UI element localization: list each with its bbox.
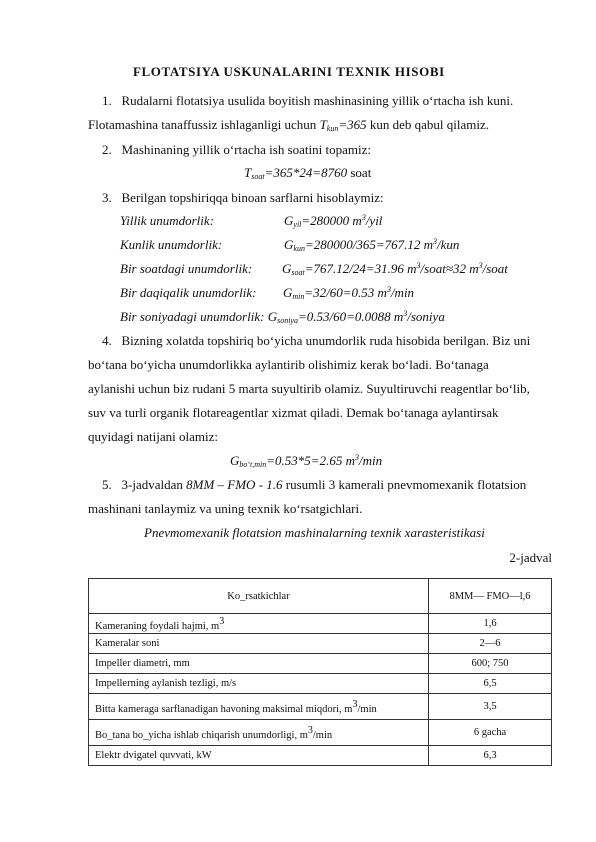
item-number: 1.: [102, 93, 112, 108]
symbol-t: T: [244, 165, 252, 180]
item-4-line-2: bo‘tana bo‘yicha unumdorlikka aylantirib olishimiz kerak bo‘ladi. Bo‘tanaga: [88, 357, 489, 372]
text: kun deb qabul qilamiz.: [366, 117, 490, 132]
item-2: [102, 142, 371, 158]
calc-row: [120, 261, 252, 277]
value: =280000/365=767.12 m: [304, 237, 433, 252]
item-text: Berilgan topshiriqqa binoan sarflarni hisoblaymiz:: [121, 190, 384, 205]
row-value: 6 gacha: [429, 720, 552, 746]
value: =32/60=0.53 m: [304, 285, 387, 300]
item-4: [102, 333, 530, 349]
calc-formula: [284, 237, 459, 253]
page-title: FLOTATSIYA USKUNALARINI TEXNIK HISOBI: [133, 64, 445, 79]
text: Flotamashina tanaffussiz ishlaganligi uchun: [88, 117, 320, 132]
calc-row: [120, 213, 214, 229]
item-5: [102, 477, 526, 493]
superscript: 3: [307, 724, 313, 736]
text: rusumli 3 kamerali pnevmomexanik flotatsion: [282, 477, 527, 492]
subscript: soat: [251, 172, 265, 181]
item-1: [102, 93, 513, 109]
calc-formula: [283, 285, 414, 301]
item-4-line-4: suv va turli organik flotareagentlar xizmat qiladi. Demak bo‘tanaga aylantirsak: [88, 405, 499, 420]
item-text: Rudalarni flotatsiya usulida boyitish mashinasining yillik o‘rtacha ish kuni.: [121, 93, 514, 108]
machine-model: 8MM – FMO - 1.6: [186, 477, 283, 492]
calc-label: Bir soniyadagi unumdorlik:: [120, 309, 265, 324]
unit: /min: [312, 729, 333, 741]
item-4-line-3: aylanishi uchun biz rudani 5 marta suyultirib olamiz. Suyultiruvchi reagentlar bo‘lib,: [88, 381, 530, 396]
calc-row: [120, 309, 445, 325]
superscript: 3: [354, 453, 359, 462]
table-row: [89, 694, 552, 720]
superscript: 3: [361, 213, 366, 222]
superscript: 3: [433, 237, 437, 246]
symbol-g: G: [264, 309, 278, 324]
label-text: Bo_tana bo_yicha ishlab chiqarish unumdorligi, m: [95, 729, 308, 741]
table-row: [89, 614, 552, 634]
subscript: kun: [293, 244, 305, 253]
superscript: 3: [478, 261, 483, 270]
value: =0.53/60=0.0088 m: [297, 309, 404, 324]
value: =280000 m: [301, 213, 362, 228]
subscript: bo‘t,min: [239, 460, 267, 469]
formula-value: =0.53*5=2.65 m: [266, 453, 355, 468]
row-value: 3,5: [429, 694, 552, 720]
value: =365: [338, 117, 367, 132]
item-number: 2.: [102, 142, 112, 157]
symbol-g: G: [230, 453, 240, 468]
table-header-row: [89, 579, 552, 614]
calc-label: Bir daqiqalik unumdorlik:: [120, 285, 257, 300]
subscript: min: [292, 292, 305, 301]
row-value: 6,3: [429, 746, 552, 766]
row-label: Kameralar soni: [89, 634, 429, 654]
table-row: [89, 746, 552, 766]
row-value: 2—6: [429, 634, 552, 654]
label-text: Bitta kameraga sarflanadigan havoning maksimal miqdori, m: [95, 703, 353, 715]
item-number: 5.: [102, 477, 112, 492]
unit: /soat: [482, 261, 508, 276]
subscript: kun: [326, 124, 339, 133]
value: =767.12/24=31.96 m: [304, 261, 417, 276]
calc-label: Kunlik unumdorlik:: [120, 237, 223, 252]
item-number: 4.: [102, 333, 112, 348]
item-number: 3.: [102, 190, 112, 205]
table-row: [89, 654, 552, 674]
table-number: 2-jadval: [509, 550, 552, 565]
symbol-g: G: [284, 237, 294, 252]
table-caption: Pnevmomexanik flotatsion mashinalarning texnik xarasteristikasi: [144, 525, 485, 540]
calc-row: [120, 285, 257, 301]
unit: /min: [357, 703, 377, 715]
row-label: [89, 614, 429, 634]
calc-row: [120, 237, 222, 253]
item-5-line-2: mashinani tanlaymiz va uning texnik ko‘rsatgichlari.: [88, 501, 363, 516]
symbol-g: G: [284, 213, 294, 228]
column-header: Ko_rsatkichlar: [89, 579, 429, 614]
item-4-line-5: quyidagi natijani olamiz:: [88, 429, 218, 444]
symbol-g: G: [283, 285, 293, 300]
calc-label: Bir soatdagi unumdorlik:: [120, 261, 253, 276]
table-row: [89, 634, 552, 654]
unit: /yil: [365, 213, 383, 228]
row-value: 6,5: [429, 674, 552, 694]
unit: /min: [358, 453, 383, 468]
unit: /soniya: [407, 309, 445, 324]
calc-formula: [282, 261, 508, 277]
row-value: 600; 750: [429, 654, 552, 674]
superscript: 3: [403, 309, 408, 318]
table-row: [89, 674, 552, 694]
item-3: [102, 190, 384, 206]
formula-t-soat: [244, 165, 371, 181]
row-label: Elektr dvigatel quvvati, kW: [89, 746, 429, 766]
superscript: 3: [416, 261, 421, 270]
row-label: Impeller diametri, mm: [89, 654, 429, 674]
unit: /soat≈32 m: [420, 261, 479, 276]
calc-formula: [284, 213, 382, 229]
row-label: Impellerning aylanish tezligi, m/s: [89, 674, 429, 694]
label-text: Kameraning foydali hajmi, m: [95, 620, 220, 632]
specs-table: [88, 578, 552, 766]
subscript: yil: [293, 220, 302, 229]
row-label: [89, 720, 429, 746]
unit: /min: [390, 285, 415, 300]
symbol-t: T: [319, 117, 327, 132]
unit: /kun: [437, 237, 460, 252]
superscript: 3: [219, 615, 225, 627]
superscript: 3: [352, 698, 358, 710]
item-text: Bizning xolatda topshiriq bo‘yicha unumdorlik ruda hisobida berilgan. Biz uni: [121, 333, 531, 348]
subscript: soat: [291, 268, 305, 277]
text: 3-jadvaldan: [121, 477, 187, 492]
subscript: soniya: [277, 316, 298, 325]
item-text: Mashinaning yillik o‘rtacha ish soatini topamiz:: [121, 142, 371, 157]
column-header: 8MM— FMO—l,6: [429, 579, 552, 614]
calc-label: Yillik unumdorlik:: [120, 213, 215, 228]
row-label: [89, 694, 429, 720]
formula-g-botana: [230, 453, 382, 469]
formula-value: =365*24=8760: [264, 165, 348, 180]
item-1-line-2: [88, 117, 489, 133]
unit: soat: [347, 165, 372, 180]
table-row: [89, 720, 552, 746]
row-value: 1,6: [429, 614, 552, 634]
symbol-g: G: [282, 261, 292, 276]
superscript: 3: [386, 285, 391, 294]
